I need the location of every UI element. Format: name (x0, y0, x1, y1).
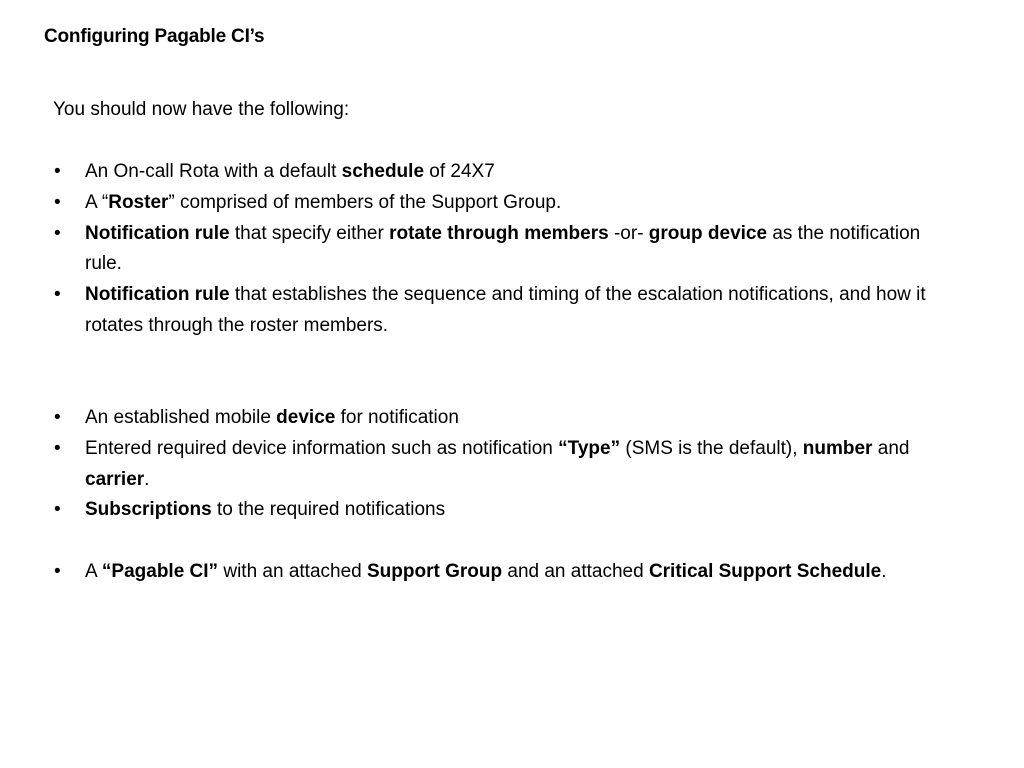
list-item-text (85, 438, 909, 490)
list-item (0, 219, 940, 281)
text-run: for notification (335, 407, 459, 428)
text-run: A “ (85, 191, 109, 213)
text-run: and an attached (502, 561, 649, 582)
bold-text: Subscriptions (85, 499, 212, 521)
bullet-icon: • (54, 407, 61, 428)
text-run: . (881, 561, 887, 582)
bold-text: Roster (108, 191, 169, 213)
text-run: -or- (608, 222, 649, 244)
text-run: (SMS is the default), (620, 437, 803, 459)
list-item-text (85, 223, 920, 275)
bold-text: Support Group (367, 561, 503, 582)
bullet-icon: • (54, 284, 61, 306)
bullet-icon: • (54, 191, 61, 213)
bullet-icon: • (54, 561, 61, 582)
bold-text: device (276, 407, 336, 428)
text-run: An On-call Rota with a default (85, 161, 342, 182)
text-run: A (85, 561, 102, 582)
text-run: with an attached (218, 561, 367, 582)
text-run: of 24X7 (424, 161, 495, 182)
bullet-list-pagable-ci (0, 557, 940, 588)
bold-text: carrier (85, 468, 145, 490)
text-run: that specify either (229, 222, 390, 244)
text-run: that establishes the sequence and timing of the escalation notifications, and how it rotates through the roster members. (85, 284, 926, 336)
list-item (0, 188, 940, 219)
text-run: as the notification rule. (85, 222, 921, 275)
text-run: . (144, 468, 150, 490)
bullet-icon: • (54, 437, 61, 459)
bullet-list-rota (0, 157, 940, 342)
bold-text: Notification rule (85, 222, 230, 244)
bullet-icon: • (54, 161, 61, 182)
bold-text: number (802, 437, 873, 459)
list-item (0, 434, 940, 496)
list-item (0, 495, 940, 526)
bold-text: group device (648, 222, 768, 244)
bold-text: “Type” (558, 437, 621, 459)
list-item (0, 157, 940, 188)
text-run: to the required notifications (211, 499, 446, 521)
list-item-text (85, 161, 495, 182)
list-item-text (85, 499, 445, 520)
bold-text: Notification rule (85, 284, 230, 306)
list-item-text (85, 561, 886, 582)
text-run: Entered required device information such as notification (85, 437, 559, 459)
slide-title: Configuring Pagable CI’s (44, 26, 265, 47)
list-item-text (85, 284, 926, 336)
list-item (0, 280, 940, 342)
text-run: An established mobile (85, 407, 277, 428)
list-item-text (85, 192, 561, 213)
bold-text: “Pagable CI” (101, 561, 219, 582)
bullet-icon: • (54, 499, 61, 521)
bold-text: rotate through members (389, 222, 609, 244)
bullet-icon: • (54, 222, 61, 244)
text-run: ” comprised of members of the Support Group. (168, 191, 562, 213)
bold-text: schedule (341, 161, 425, 182)
list-item (0, 403, 940, 434)
bold-text: Critical Support Schedule (648, 561, 882, 582)
intro-text: You should now have the following: (53, 99, 350, 120)
list-item-text (85, 407, 459, 428)
bullet-list-device (0, 403, 940, 526)
list-item (0, 557, 940, 588)
text-run: and (872, 437, 910, 459)
